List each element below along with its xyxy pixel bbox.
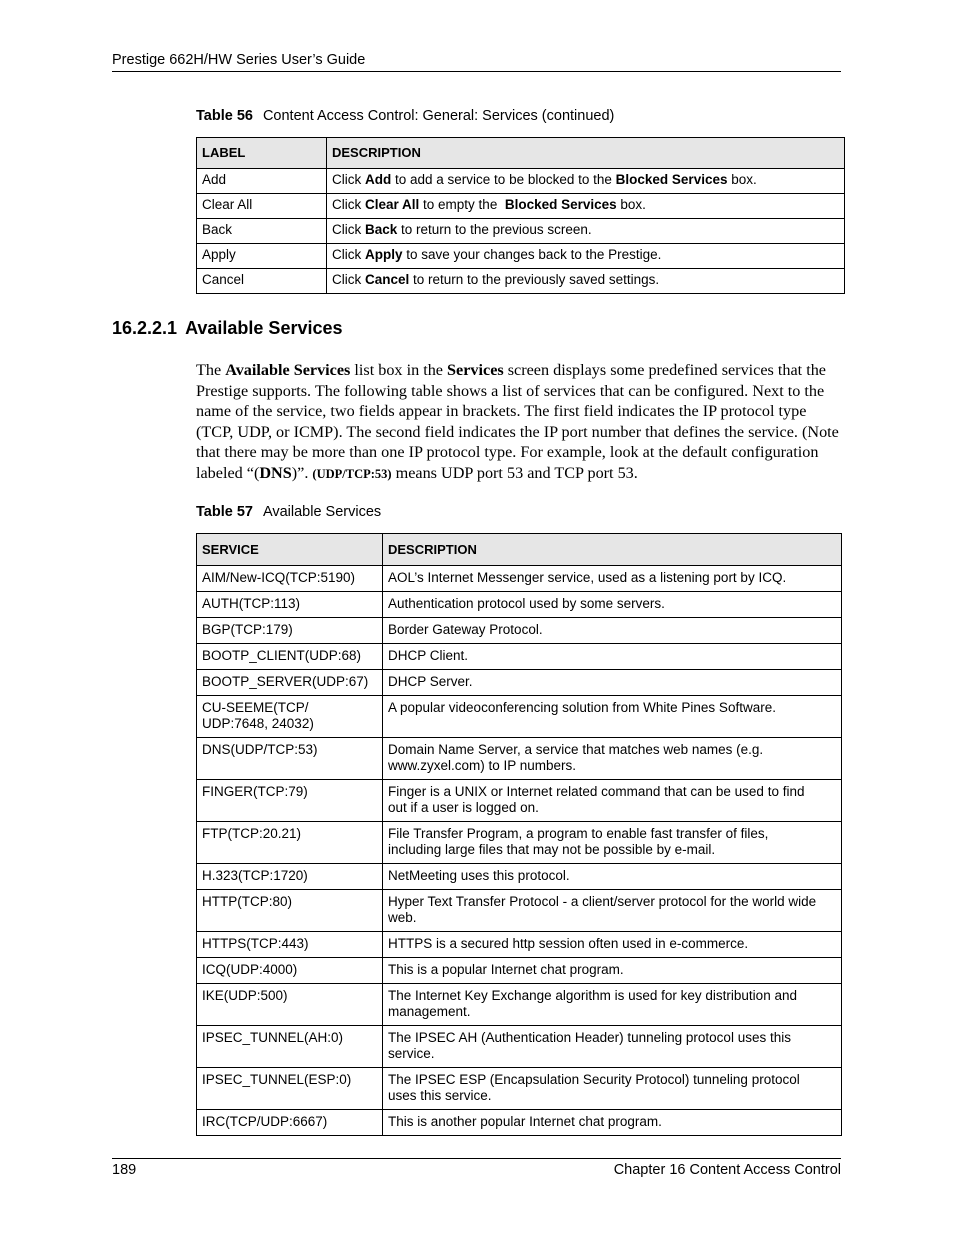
description-cell: A popular videoconferencing solution from White Pines Software. [383,696,842,738]
service-cell: IKE(UDP:500) [197,984,383,1026]
table-57-title: Available Services [262,504,382,520]
table-row [197,1026,842,1068]
page-number: 189 [112,1162,137,1178]
header-rule [112,71,841,72]
service-cell: HTTP(TCP:80) [197,890,383,932]
table-row [197,864,842,890]
description-cell: Click Cancel to return to the previously saved settings. [327,269,845,294]
table-56-caption [196,108,614,124]
column-header-label: LABEL [197,138,327,169]
description-cell: Finger is a UNIX or Internet related command that can be used to find out if a user is logged on. [383,780,842,822]
table-row [197,822,842,864]
table-57-number: Table 57 [196,504,253,520]
table-57-body [197,566,842,1136]
section-title: Available Services [185,318,343,338]
table-row [197,738,842,780]
table-56-title: Content Access Control: General: Services (continued) [262,108,615,124]
description-cell: This is a popular Internet chat program. [383,958,842,984]
table-row [197,269,845,294]
description-cell: Hyper Text Transfer Protocol - a client/server protocol for the world wide web. [383,890,842,932]
table-row [197,566,842,592]
label-cell: Cancel [197,269,327,294]
table-56 [196,137,845,294]
section-heading [112,318,343,339]
table-row [197,1110,842,1136]
description-cell: The Internet Key Exchange algorithm is used for key distribution and management. [383,984,842,1026]
service-cell: DNS(UDP/TCP:53) [197,738,383,780]
service-cell: BOOTP_SERVER(UDP:67) [197,670,383,696]
description-cell: DHCP Server. [383,670,842,696]
table-row [197,696,842,738]
table-row [197,958,842,984]
table-header-row [197,534,842,566]
table-row [197,219,845,244]
service-cell: FTP(TCP:20.21) [197,822,383,864]
table-row [197,244,845,269]
table-row [197,780,842,822]
table-row [197,670,842,696]
table-row [197,932,842,958]
description-cell: AOL’s Internet Messenger service, used as a listening port by ICQ. [383,566,842,592]
table-row [197,169,845,194]
label-cell: Back [197,219,327,244]
description-cell: Authentication protocol used by some servers. [383,592,842,618]
chapter-title: Chapter 16 Content Access Control [613,1162,841,1178]
description-cell: The IPSEC ESP (Encapsulation Security Protocol) tunneling protocol uses this service. [383,1068,842,1110]
description-cell: The IPSEC AH (Authentication Header) tunneling protocol uses this service. [383,1026,842,1068]
running-header: Prestige 662H/HW Series User’s Guide [112,52,366,68]
table-56-number: Table 56 [196,108,253,124]
body-paragraph: The Available Services list box in the Services screen displays some predefined services that the Prestige supports. The following table shows a list of services that can be configured. Next to the name of the service, two fields appear in brackets. The first field indicates the IP protocol type (TCP, UDP, or ICMP). The second field indicates the IP port number that defines the service. (Note that there may be more than one IP protocol type. For example, look at the default configuration labeled “(DNS)”. (UDP/TCP:53) means UDP port 53 and TCP port 53. [196,361,839,482]
description-cell: Click Clear All to empty the Blocked Services box. [327,194,845,219]
description-cell: Click Apply to save your changes back to the Prestige. [327,244,845,269]
column-header-description: DESCRIPTION [327,138,845,169]
description-cell: File Transfer Program, a program to enable fast transfer of files, including large files that may not be possible by e-mail. [383,822,842,864]
column-header-service: SERVICE [197,534,383,566]
table-57 [196,533,842,1136]
description-cell: This is another popular Internet chat program. [383,1110,842,1136]
description-cell: Click Add to add a service to be blocked to the Blocked Services box. [327,169,845,194]
service-cell: AUTH(TCP:113) [197,592,383,618]
service-cell: H.323(TCP:1720) [197,864,383,890]
service-cell: FINGER(TCP:79) [197,780,383,822]
table-header-row [197,138,845,169]
service-cell: IPSEC_TUNNEL(ESP:0) [197,1068,383,1110]
description-cell: DHCP Client. [383,644,842,670]
service-cell: HTTPS(TCP:443) [197,932,383,958]
table-row [197,1068,842,1110]
service-cell: CU-SEEME(TCP/ UDP:7648, 24032) [197,696,383,738]
description-cell: NetMeeting uses this protocol. [383,864,842,890]
table-row [197,194,845,219]
column-header-description: DESCRIPTION [383,534,842,566]
table-row [197,984,842,1026]
service-cell: ICQ(UDP:4000) [197,958,383,984]
service-cell: AIM/New-ICQ(TCP:5190) [197,566,383,592]
service-cell: IPSEC_TUNNEL(AH:0) [197,1026,383,1068]
table-row [197,644,842,670]
label-cell: Add [197,169,327,194]
footer-rule [112,1158,841,1159]
description-cell: Click Back to return to the previous screen. [327,219,845,244]
description-cell: Border Gateway Protocol. [383,618,842,644]
table-row [197,592,842,618]
table-row [197,890,842,932]
table-row [197,618,842,644]
description-cell: HTTPS is a secured http session often used in e-commerce. [383,932,842,958]
table-57-caption [196,504,381,520]
label-cell: Clear All [197,194,327,219]
description-cell: Domain Name Server, a service that matches web names (e.g. www.zyxel.com) to IP numbers. [383,738,842,780]
service-cell: IRC(TCP/UDP:6667) [197,1110,383,1136]
service-cell: BGP(TCP:179) [197,618,383,644]
label-cell: Apply [197,244,327,269]
section-number: 16.2.2.1 [112,318,178,338]
service-cell: BOOTP_CLIENT(UDP:68) [197,644,383,670]
